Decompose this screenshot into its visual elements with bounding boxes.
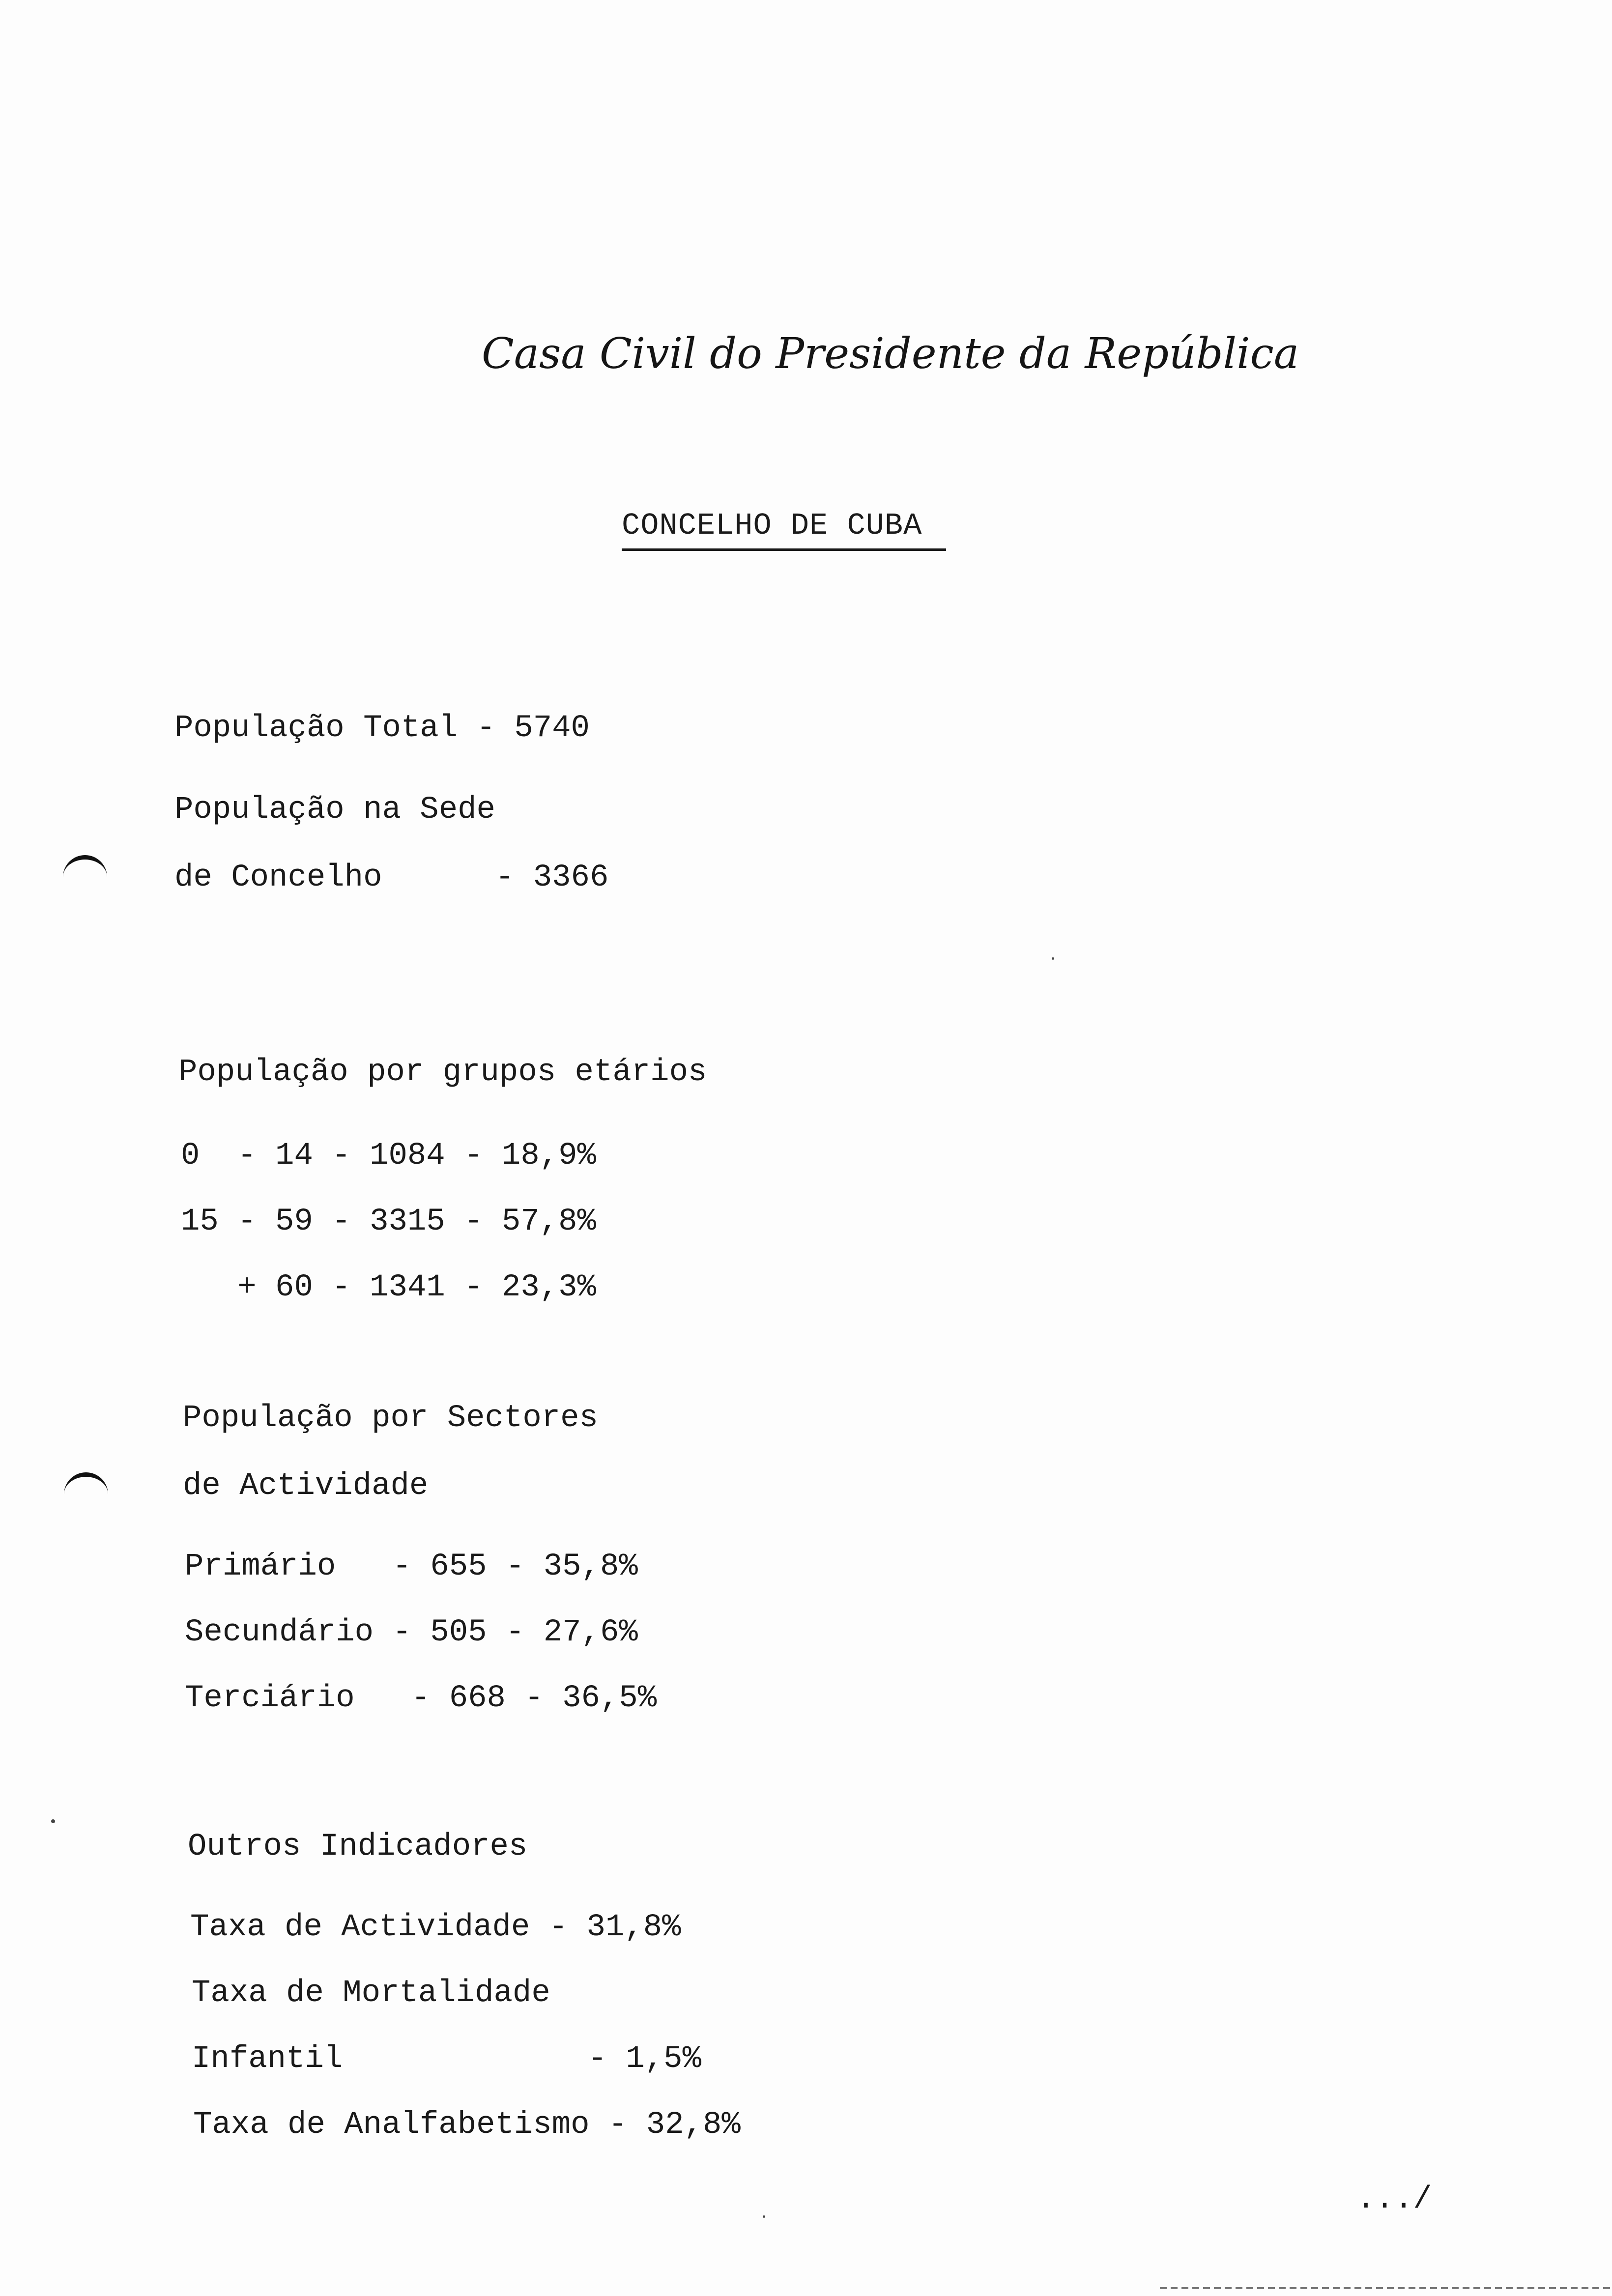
age-group-row: 0 - 14 - 1084 - 18,9% <box>181 1138 596 1174</box>
population-seat-label: População na Sede <box>174 792 495 828</box>
letterhead: Casa Civil do Presidente da República <box>482 329 1299 378</box>
infant-mortality-value: Infantil - 1,5% <box>192 2041 701 2077</box>
punch-hole-mark <box>64 1472 108 1517</box>
population-total: População Total - 5740 <box>174 711 590 746</box>
page-continuation: .../ <box>1356 2182 1432 2217</box>
sector-row: Terciário - 668 - 36,5% <box>185 1681 657 1716</box>
sectors-heading-continued: de Actividade <box>183 1468 429 1504</box>
page-title: CONCELHO DE CUBA <box>622 506 946 551</box>
scan-speck <box>51 1819 55 1823</box>
sector-row: Primário - 655 - 35,8% <box>185 1549 638 1584</box>
infant-mortality-label: Taxa de Mortalidade <box>192 1976 550 2011</box>
other-indicators-heading: Outros Indicadores <box>188 1829 528 1865</box>
scan-speck <box>1052 957 1054 960</box>
scan-speck <box>763 2215 765 2218</box>
activity-rate: Taxa de Actividade - 31,8% <box>190 1910 681 1945</box>
age-group-row: 15 - 59 - 3315 - 57,8% <box>181 1204 596 1239</box>
population-seat-value: de Concelho - 3366 <box>174 860 609 895</box>
sector-row: Secundário - 505 - 27,6% <box>185 1615 638 1650</box>
punch-hole-mark <box>63 855 107 899</box>
illiteracy-rate: Taxa de Analfabetismo - 32,8% <box>193 2107 741 2143</box>
sectors-heading: População por Sectores <box>183 1401 598 1436</box>
age-group-row: + 60 - 1341 - 23,3% <box>181 1270 596 1305</box>
scan-edge-artifact <box>1160 2287 1612 2289</box>
age-groups-heading: População por grupos etários <box>178 1055 707 1090</box>
